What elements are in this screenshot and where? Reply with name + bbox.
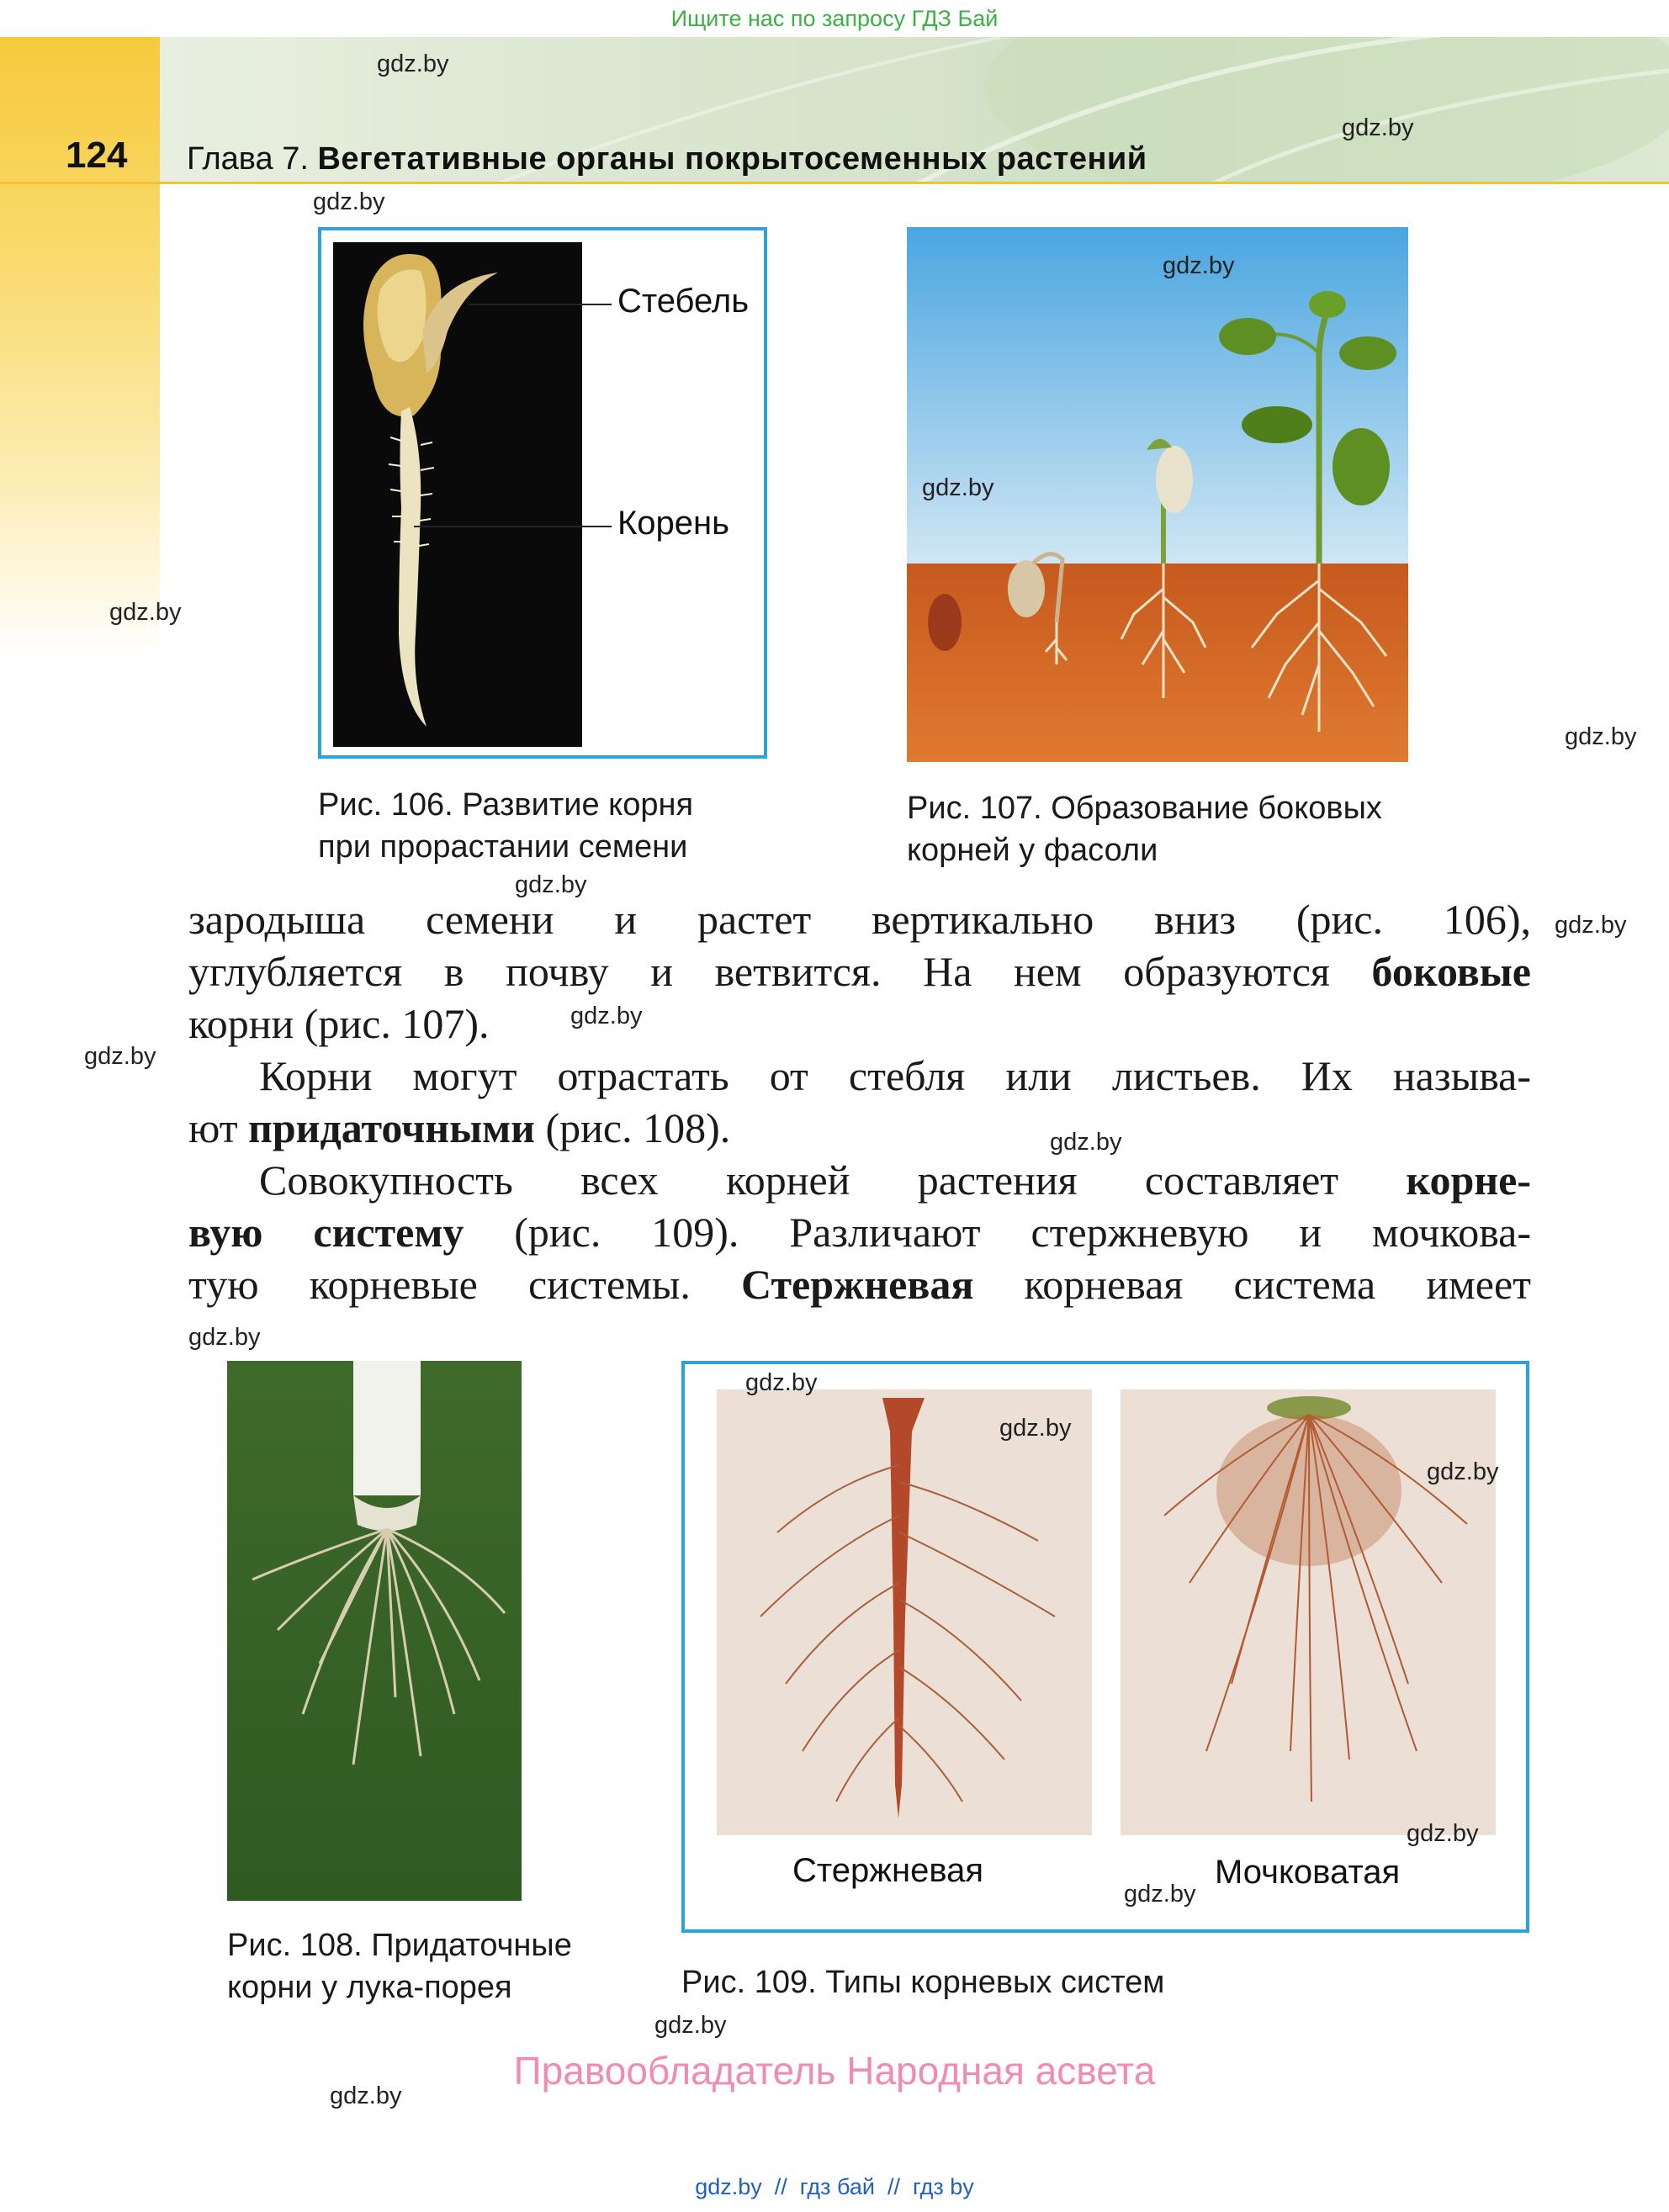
watermark: gdz.by	[188, 1324, 261, 1351]
watermark: gdz.by	[313, 188, 385, 215]
watermark: gdz.by	[654, 2012, 727, 2039]
figure-109-caption: Рис. 109. Типы корневых систем	[681, 1965, 1165, 2000]
label-fibrous-system: Мочковатая	[1215, 1854, 1401, 1891]
watermark: gdz.by	[84, 1043, 156, 1070]
watermark: gdz.by	[1555, 912, 1627, 939]
text-line: углубляется в почву и ветвится. На нем образуются боковые	[188, 948, 1531, 995]
page-number: 124	[66, 135, 128, 176]
text-line: Корни могут отрастать от стебля или листьев. Их называ-	[259, 1052, 1531, 1099]
figure-108-caption: Рис. 108. Придаточные корни у лука-порея	[227, 1928, 572, 2005]
label-taproot-system: Стержневая	[792, 1852, 984, 1889]
figure-107-caption: Рис. 107. Образование боковых корней у фасоли	[907, 791, 1382, 868]
chapter-heading	[187, 141, 1147, 177]
text-line: ют придаточными (рис. 108).	[188, 1104, 731, 1151]
label-stem: Стебель	[617, 283, 750, 320]
watermark: gdz.by	[1565, 723, 1637, 750]
top-banner: Ищите нас по запросу ГДЗ Бай	[670, 6, 999, 31]
watermark: gdz.by	[377, 50, 449, 77]
text-line: тую корневые системы. Стержневая корневая система имеет	[188, 1261, 1532, 1308]
watermark: gdz.by	[1427, 1458, 1499, 1485]
header-rule	[0, 182, 1669, 184]
watermark: gdz.by	[922, 474, 994, 501]
text-line: корни (рис. 107).	[188, 1000, 490, 1047]
watermark: gdz.by	[109, 599, 182, 626]
text-line: зародыша семени и растет вертикально вниз (рис. 106),	[188, 896, 1531, 943]
figure-108-image	[227, 1361, 522, 1901]
footer-links: gdz.by // гдз бай // гдз by	[695, 2174, 974, 2199]
figure-109-frame	[681, 1361, 1529, 1933]
figure-106-frame	[318, 227, 767, 759]
chapter-title: Вегетативные органы покрытосеменных растений	[317, 141, 1147, 177]
watermark: gdz.by	[570, 1003, 643, 1029]
text-line: вую систему (рис. 109). Различают стержневую и мочкова-	[188, 1209, 1532, 1256]
left-color-strip	[0, 37, 160, 659]
watermark: gdz.by	[330, 2082, 402, 2109]
watermark: gdz.by	[515, 871, 587, 898]
watermark: gdz.by	[1124, 1881, 1196, 1908]
watermark: gdz.by	[1163, 252, 1235, 279]
watermark: gdz.by	[1050, 1129, 1122, 1156]
watermark: gdz.by	[745, 1369, 818, 1396]
label-root: Корень	[617, 505, 729, 542]
watermark: gdz.by	[1342, 114, 1414, 141]
watermark: gdz.by	[999, 1415, 1072, 1442]
figure-106-caption: Рис. 106. Развитие корня при прорастании семени	[318, 787, 694, 865]
chapter-prefix: Глава 7.	[187, 141, 309, 177]
watermark: gdz.by	[1407, 1820, 1479, 1847]
body-text	[188, 893, 1531, 1310]
rights-holder-notice: Правообладатель Народная асвета	[513, 2049, 1156, 2093]
text-line: Совокупность всех корней растения составляет корне-	[259, 1156, 1531, 1204]
